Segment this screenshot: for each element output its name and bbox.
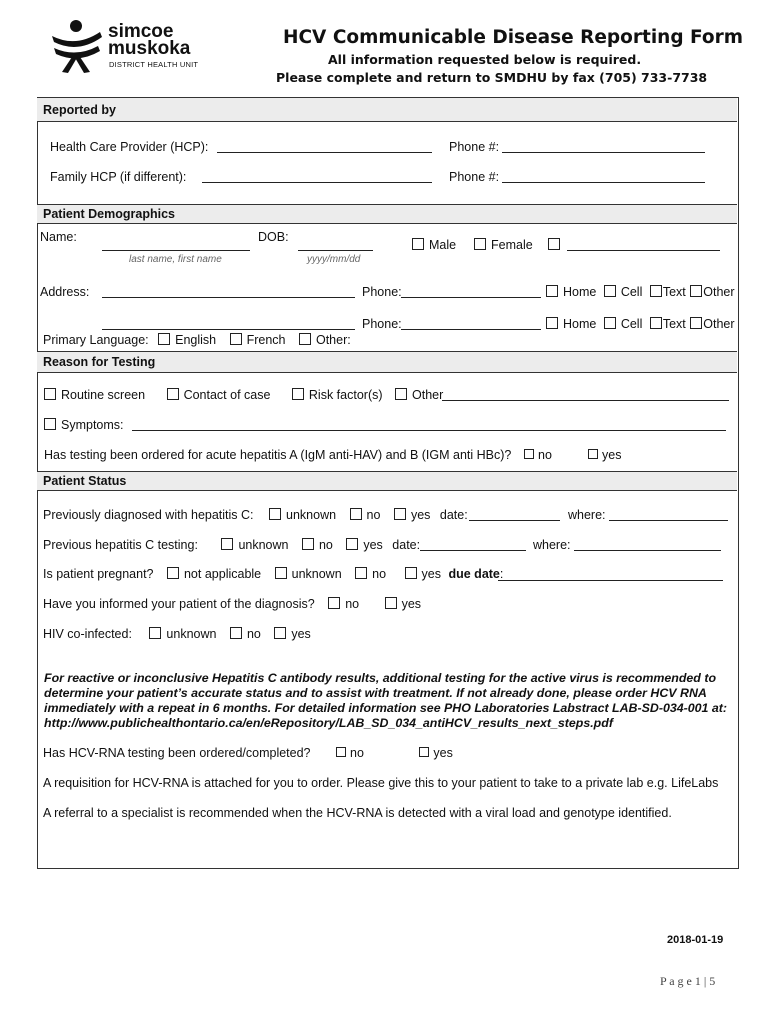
prev-dx-row: [43, 508, 468, 522]
due-date-field[interactable]: [498, 580, 723, 581]
informed-yes-checkbox[interactable]: [385, 597, 397, 609]
hiv-no-label: no: [246, 627, 261, 641]
logo-line1: simcoe: [108, 21, 174, 42]
hep-ab-no-option[interactable]: [524, 448, 552, 462]
logo-line3: DISTRICT HEALTH UNIT: [109, 60, 199, 69]
page-number: P a g e 1 | 5: [660, 974, 716, 988]
hep-ab-yes-option[interactable]: [588, 448, 621, 462]
female-checkbox[interactable]: [474, 238, 486, 250]
informed-no-checkbox[interactable]: [328, 597, 340, 609]
hep-ab-no-checkbox[interactable]: [524, 449, 534, 459]
male-option[interactable]: [412, 238, 456, 252]
other-checkbox[interactable]: [690, 285, 702, 297]
symptoms-checkbox[interactable]: [44, 418, 56, 430]
hiv-unknown-checkbox[interactable]: [149, 627, 161, 639]
pregnant-na-label: not applicable: [183, 567, 262, 581]
prev-test-yes-checkbox[interactable]: [346, 538, 358, 550]
phone-b-type-options: [546, 317, 735, 331]
prev-dx-no-label: no: [366, 508, 381, 522]
home-checkbox[interactable]: [546, 285, 558, 297]
reason-other-checkbox[interactable]: [395, 388, 407, 400]
hep-ab-yes-label: yes: [602, 448, 622, 462]
pregnant-label: Is patient pregnant?: [43, 567, 154, 581]
prev-test-where-field[interactable]: [574, 550, 721, 551]
prev-dx-no-checkbox[interactable]: [350, 508, 362, 520]
hiv-row: [43, 627, 311, 641]
hep-ab-yes-checkbox[interactable]: [588, 449, 598, 459]
prev-dx-unknown-checkbox[interactable]: [269, 508, 281, 520]
prev-test-unknown-label: unknown: [238, 538, 289, 552]
name-field[interactable]: [102, 250, 250, 251]
family-hcp-label: Family HCP (if different):: [50, 170, 187, 184]
home-label-2: Home: [563, 317, 597, 331]
text-label: Text: [662, 285, 686, 299]
contact-of-case-label: Contact of case: [183, 388, 271, 402]
primary-language-row: [43, 333, 351, 347]
reason-other-label: Other: [412, 388, 444, 402]
female-option[interactable]: [474, 238, 533, 252]
male-checkbox[interactable]: [412, 238, 424, 250]
informed-yes-label: yes: [401, 597, 422, 611]
pregnant-row: Is patient pregnant? not applicable unknown no yes due date:: [43, 567, 504, 581]
logo-line2: muskoka: [108, 38, 191, 59]
requisition-text: A requisition for HCV-RNA is attached for you to order. Please give this to your patient to take to a private lab e.g. LifeLabs: [43, 776, 719, 790]
section-reported-by-heading: Reported by: [37, 97, 737, 122]
pregnant-no-label: no: [372, 567, 387, 581]
informed-no-label: no: [345, 597, 360, 611]
name-hint: last name, first name: [129, 254, 222, 265]
gender-other-option[interactable]: [548, 238, 565, 252]
section-demographics-heading: Patient Demographics: [37, 204, 737, 224]
prev-dx-label: Previously diagnosed with hepatitis C:: [43, 508, 254, 522]
hiv-unknown-label: unknown: [166, 627, 217, 641]
french-label: French: [246, 333, 286, 347]
form-subtitle-fax: Please complete and return to SMDHU by fax (705) 733-7738: [276, 70, 708, 85]
language-other-label: Other:: [315, 333, 351, 347]
symptoms-row: [44, 418, 124, 432]
logo-figure-icon: [48, 18, 104, 74]
informed-label: Have you informed your patient of the diagnosis?: [43, 597, 315, 611]
cell-checkbox-2[interactable]: [604, 317, 616, 329]
reason-options-row: [44, 388, 443, 402]
phone2-field[interactable]: [502, 182, 705, 183]
rna-yes-checkbox[interactable]: [419, 747, 429, 757]
routine-screen-checkbox[interactable]: [44, 388, 56, 400]
rna-no-label: no: [350, 746, 364, 760]
rna-no-checkbox[interactable]: [336, 747, 346, 757]
address-field-1[interactable]: [102, 297, 355, 298]
prev-test-label: Previous hepatitis C testing:: [43, 538, 198, 552]
pregnant-yes-label: yes: [421, 567, 441, 581]
home-label: Home: [563, 285, 597, 299]
pregnant-no-checkbox[interactable]: [355, 567, 367, 579]
english-checkbox[interactable]: [158, 333, 170, 345]
routine-screen-label: Routine screen: [61, 388, 146, 402]
prev-test-date-field[interactable]: [420, 550, 526, 551]
gender-other-checkbox[interactable]: [548, 238, 560, 250]
form-title: HCV Communicable Disease Reporting Form: [283, 27, 744, 48]
rna-question: Has HCV-RNA testing been ordered/completed?: [43, 746, 311, 760]
hcp-label: Health Care Provider (HCP):: [50, 140, 209, 154]
dob-hint: yyyy/mm/dd: [307, 254, 361, 265]
gender-other-field[interactable]: [567, 250, 720, 251]
referral-text: A referral to a specialist is recommended when the HCV-RNA is detected with a viral load and genotype identified.: [43, 806, 672, 820]
pregnant-unknown-checkbox[interactable]: [275, 567, 287, 579]
prev-dx-yes-checkbox[interactable]: [394, 508, 406, 520]
symptoms-label: Symptoms:: [61, 418, 124, 432]
phone-a-label: Phone:: [362, 285, 402, 299]
phone-b-label: Phone:: [362, 317, 402, 331]
female-label: Female: [491, 238, 533, 252]
section-reason-heading: Reason for Testing: [37, 351, 737, 373]
form-subtitle-required: All information requested below is required.: [328, 52, 642, 67]
male-label: Male: [429, 238, 457, 252]
hiv-yes-checkbox[interactable]: [274, 627, 286, 639]
phone2-label: Phone #:: [449, 170, 500, 184]
phone1-field[interactable]: [502, 152, 705, 153]
symptoms-field[interactable]: [132, 430, 726, 431]
pregnant-unknown-label: unknown: [291, 567, 342, 581]
hiv-no-checkbox[interactable]: [230, 627, 242, 639]
rna-yes-label: yes: [433, 746, 453, 760]
due-date-label: due date: [448, 567, 500, 581]
language-label: Primary Language:: [43, 333, 149, 347]
reason-other-field[interactable]: [442, 400, 729, 401]
hep-ab-question: Has testing been ordered for acute hepatitis A (IgM anti-HAV) and B (IGM anti HBc)?: [44, 448, 512, 462]
prev-dx-date-field[interactable]: [469, 520, 560, 521]
informed-row: [43, 597, 421, 611]
contact-of-case-checkbox[interactable]: [167, 388, 179, 400]
prev-dx-yes-label: yes: [410, 508, 431, 522]
phone-a-field[interactable]: [401, 297, 541, 298]
language-other-checkbox[interactable]: [299, 333, 311, 345]
form-date: 2018-01-19: [667, 934, 724, 946]
text-checkbox[interactable]: [650, 285, 662, 297]
prev-test-date-label: date:: [392, 538, 421, 552]
prev-dx-date-label: date:: [439, 508, 468, 522]
text-checkbox-2[interactable]: [650, 317, 662, 329]
other-label-2: Other: [703, 317, 735, 331]
other-checkbox-2[interactable]: [690, 317, 702, 329]
pregnant-yes-checkbox[interactable]: [405, 567, 417, 579]
prev-dx-where-label: where:: [568, 508, 606, 522]
phone-b-field[interactable]: [401, 329, 541, 330]
dob-label: DOB:: [258, 230, 289, 244]
prev-dx-where-field[interactable]: [609, 520, 728, 521]
text-label-2: Text: [662, 317, 686, 331]
french-checkbox[interactable]: [230, 333, 242, 345]
address-field-2[interactable]: [102, 329, 355, 330]
prev-dx-unknown-label: unknown: [286, 508, 337, 522]
other-label: Other: [703, 285, 735, 299]
hiv-yes-label: yes: [291, 627, 311, 641]
prev-test-where-label: where:: [533, 538, 571, 552]
family-hcp-field[interactable]: [202, 182, 432, 183]
prev-test-no-label: no: [318, 538, 333, 552]
hiv-label: HIV co-infected:: [43, 627, 132, 641]
hcv-rna-note: For reactive or inconclusive Hepatitis C antibody results, additional testing for the active virus is recommended to determine your patient’s accurate status and to assist with treatment. If not already done, please order HCV RNA immediately with a repeat in 6 months. For detailed information see PHO Laboratories Labstract LAB-SD-034-001 at: http://www.publichealthontario.ca/en/eRepository/LAB_SD_034_antiHCV_results_next_steps.pdf: [44, 671, 728, 730]
name-label: Name:: [40, 230, 77, 244]
english-label: English: [175, 333, 217, 347]
cell-label-2: Cell: [620, 317, 643, 331]
section-status-heading: Patient Status: [37, 471, 737, 491]
home-checkbox-2[interactable]: [546, 317, 558, 329]
cell-label: Cell: [620, 285, 643, 299]
cell-checkbox[interactable]: [604, 285, 616, 297]
prev-test-unknown-checkbox[interactable]: [221, 538, 233, 550]
risk-factor-checkbox[interactable]: [292, 388, 304, 400]
prev-test-row: [43, 538, 420, 552]
rna-row: [43, 746, 453, 760]
dob-field[interactable]: [298, 250, 373, 251]
phone1-label: Phone #:: [449, 140, 500, 154]
prev-test-yes-label: yes: [363, 538, 383, 552]
hcp-field[interactable]: [217, 152, 432, 153]
risk-factor-label: Risk factor(s): [308, 388, 383, 402]
address-label: Address:: [40, 285, 90, 299]
prev-test-no-checkbox[interactable]: [302, 538, 314, 550]
hep-ab-no-label: no: [538, 448, 552, 462]
phone-a-type-options: [546, 285, 735, 299]
pregnant-na-checkbox[interactable]: [167, 567, 179, 579]
